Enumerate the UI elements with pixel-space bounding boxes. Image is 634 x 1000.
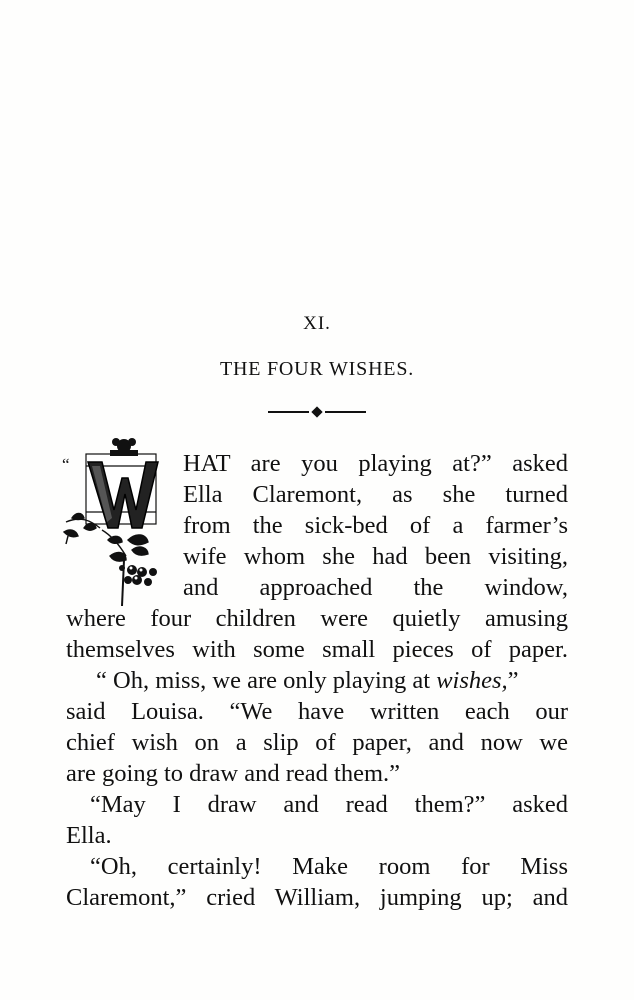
text-line: chief wish on a slip of paper, and now we bbox=[66, 729, 568, 756]
text-line: Ella. bbox=[66, 822, 112, 849]
text-line bbox=[96, 667, 519, 695]
text-line: where four children were quietly amusing bbox=[66, 605, 568, 632]
text-line: “May I draw and read them?” asked bbox=[90, 791, 568, 818]
text-line: HAT are you playing at?” asked bbox=[183, 450, 568, 477]
text-line: themselves with some small pieces of paper. bbox=[66, 636, 568, 663]
opening-quote-mark: “ bbox=[62, 455, 70, 474]
divider-line-right bbox=[325, 411, 366, 413]
chapter-number: XI. bbox=[303, 313, 331, 334]
emphasis-wishes: wishes, bbox=[436, 667, 508, 694]
text-segment: ” bbox=[507, 667, 519, 694]
text-line: “Oh, certainly! Make room for Miss bbox=[90, 853, 568, 880]
text-line: from the sick-bed of a farmer’s bbox=[183, 512, 568, 539]
chapter-title: THE FOUR WISHES. bbox=[219, 358, 415, 380]
divider-diamond bbox=[311, 406, 322, 417]
decorated-dropcap-w bbox=[62, 432, 174, 610]
text-line: Ella Claremont, as she turned bbox=[183, 481, 568, 508]
ornamental-divider bbox=[268, 406, 366, 418]
text-line: said Louisa. “We have written each our bbox=[66, 698, 568, 725]
text-segment: “ Oh, miss, we are only playing at bbox=[96, 667, 437, 694]
text-line: are going to draw and read them.” bbox=[66, 760, 401, 787]
text-line: and approached the window, bbox=[183, 574, 568, 601]
divider-line-left bbox=[268, 411, 309, 413]
text-line: wife whom she had been visiting, bbox=[183, 543, 568, 570]
text-line: Claremont,” cried William, jumping up; and bbox=[66, 884, 568, 911]
